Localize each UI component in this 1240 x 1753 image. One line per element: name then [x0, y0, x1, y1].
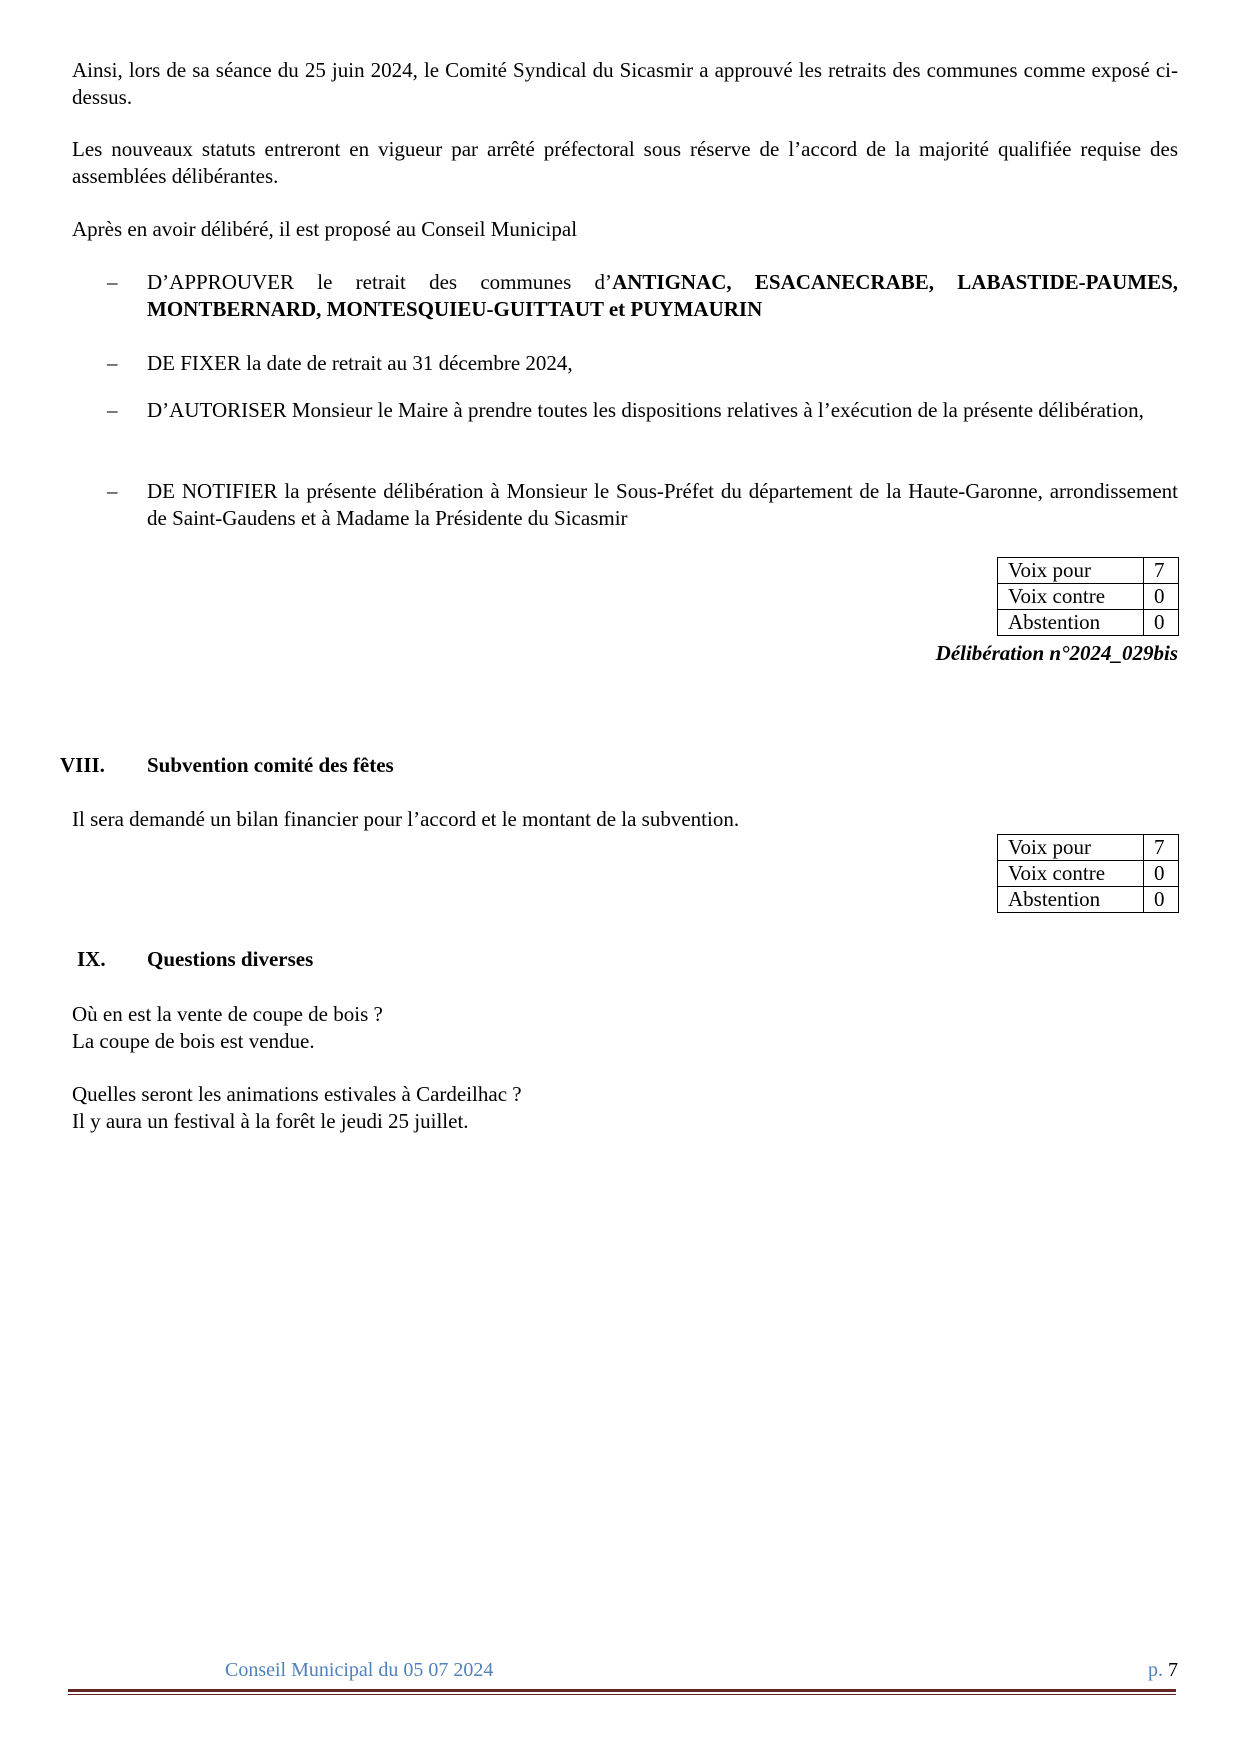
question-animations: Quelles seront les animations estivales à Cardeilhac ? [72, 1082, 522, 1106]
page-number: 7 [1168, 1659, 1178, 1681]
communes-list: ANTIGNAC, ESACANECRABE, LABASTIDE-PAUMES, MONTBERNARD, MONTESQUIEU-GUITTAUT et PUYMAURIN [147, 270, 1179, 321]
vote-value: 0 [1144, 584, 1179, 610]
vote-label: Abstention [998, 610, 1144, 636]
approuver-text: D’APPROUVER le retrait des communes d’ [147, 270, 613, 294]
vote-value: 7 [1144, 835, 1179, 861]
paragraph-proposition: Après en avoir délibéré, il est proposé au Conseil Municipal [72, 217, 578, 241]
dash-bullet: – [107, 270, 118, 294]
table-row [998, 887, 1179, 913]
vote-value: 0 [1144, 610, 1179, 636]
footer-rule-thin [68, 1694, 1176, 1695]
footer-page-number [1148, 1659, 1178, 1682]
dash-bullet: – [107, 479, 118, 503]
vote-label: Voix contre [998, 584, 1144, 610]
bullet-text [147, 269, 1178, 323]
dash-bullet: – [107, 351, 118, 375]
answer-animations: Il y aura un festival à la forêt le jeudi 25 juillet. [72, 1109, 469, 1133]
table-row [998, 861, 1179, 887]
table-row [998, 584, 1179, 610]
vote-label: Voix contre [998, 861, 1144, 887]
vote-value: 0 [1144, 861, 1179, 887]
section-number: IX. [77, 947, 106, 971]
deliberation-reference: Délibération n°2024_029bis [935, 641, 1178, 665]
vote-label: Voix pour [998, 835, 1144, 861]
footer-rule-thick [68, 1689, 1176, 1692]
vote-label: Abstention [998, 887, 1144, 913]
question-coupe-bois: Où en est la vente de coupe de bois ? [72, 1002, 383, 1026]
vote-value: 0 [1144, 887, 1179, 913]
table-row [998, 610, 1179, 636]
bullet-text: DE NOTIFIER la présente délibération à Monsieur le Sous-Préfet du département de la Haute-Garonne, arrondissement de Saint-Gaudens et à Madame la Présidente du Sicasmir [147, 479, 1178, 530]
table-row [998, 558, 1179, 584]
dash-bullet: – [107, 398, 118, 422]
section-title: Questions diverses [147, 947, 314, 971]
section-number: VIII. [60, 753, 105, 777]
bullet-text: D’AUTORISER Monsieur le Maire à prendre toutes les dispositions relatives à l’exécution de la présente délibération, [147, 398, 1144, 422]
vote-table [997, 557, 1179, 636]
vote-table [997, 834, 1179, 913]
answer-coupe-bois: La coupe de bois est vendue. [72, 1029, 315, 1053]
paragraph-subvention: Il sera demandé un bilan financier pour l’accord et le montant de la subvention. [72, 807, 740, 831]
section-title: Subvention comité des fêtes [147, 753, 394, 777]
vote-value: 7 [1144, 558, 1179, 584]
paragraph-nouveaux-statuts: Les nouveaux statuts entreront en vigueur par arrêté préfectoral sous réserve de l’accord de la majorité qualifiée requise des assemblées délibérantes. [72, 137, 1178, 188]
footer-title: Conseil Municipal du 05 07 2024 [225, 1659, 494, 1681]
page-prefix: p. [1148, 1659, 1163, 1681]
table-row [998, 835, 1179, 861]
bullet-text: DE FIXER la date de retrait au 31 décembre 2024, [147, 351, 573, 375]
paragraph-comite-approval: Ainsi, lors de sa séance du 25 juin 2024, le Comité Syndical du Sicasmir a approuvé les retraits des communes comme exposé ci-dessus. [72, 58, 1178, 109]
vote-label: Voix pour [998, 558, 1144, 584]
